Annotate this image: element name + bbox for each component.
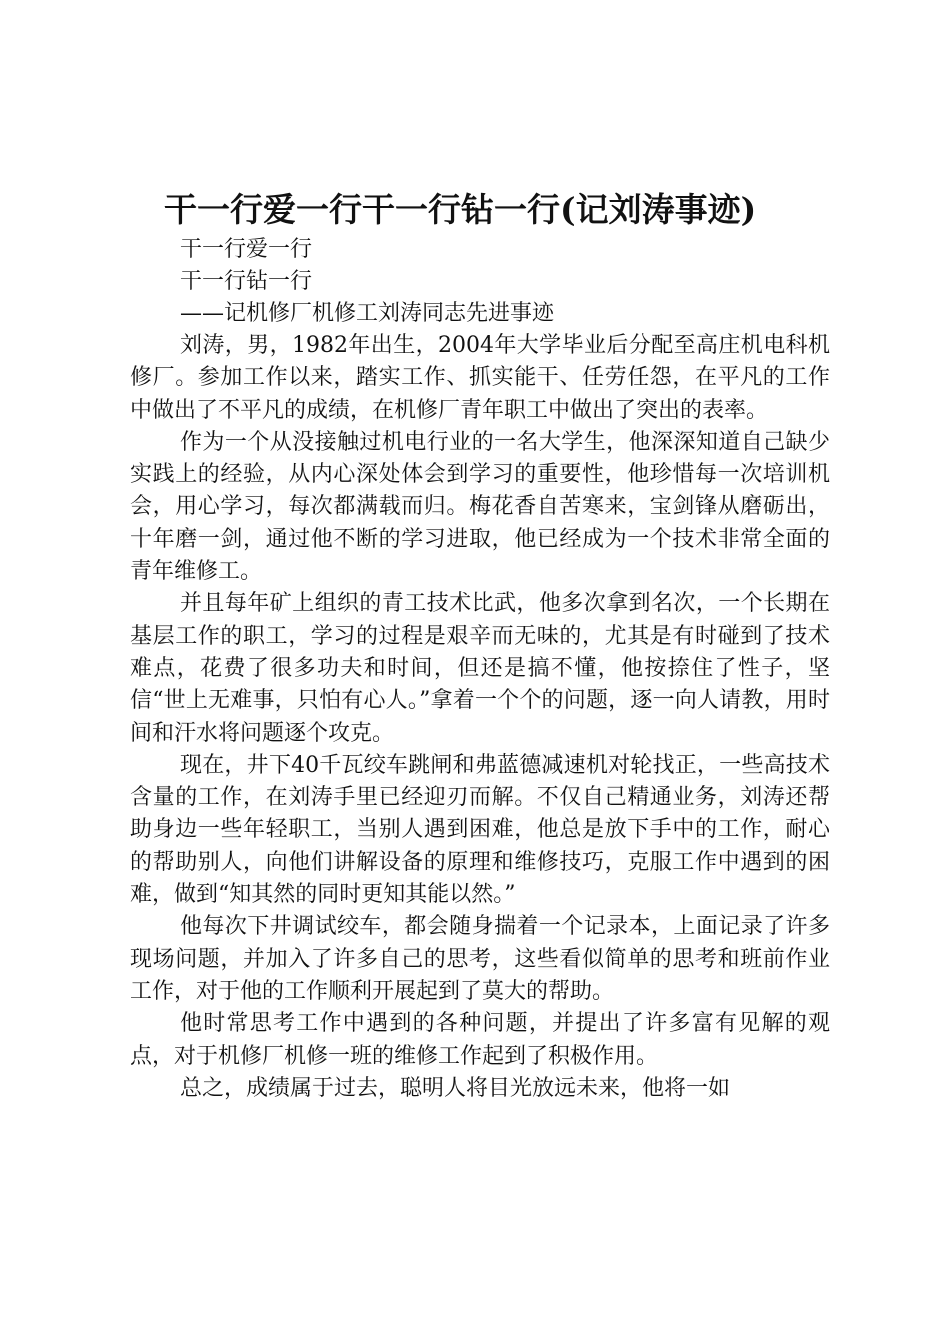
body-paragraph: 他每次下井调试绞车，都会随身揣着一个记录本，上面记录了许多现场问题，并加入了许多自己的思考，这些看似简单的思考和班前作业工作，对于他的工作顺利开展起到了莫大的帮助。 [130, 914, 830, 1004]
document-title: 干一行爱一行干一行钻一行(记刘涛事迹) [164, 190, 757, 229]
body-paragraph: 他时常思考工作中遇到的各种问题，并提出了许多富有见解的观点，对于机修厂机修一班的维修工作起到了积极作用。 [130, 1011, 830, 1069]
body-paragraph: 并且每年矿上组织的青工技术比武，他多次拿到名次，一个长期在基层工作的职工，学习的过程是艰辛而无味的，尤其是有时碰到了技术难点，花费了很多功夫和时间，但还是搞不懂，他按捺住了性子，坚信“世上无难事，只怕有心人。”拿着一个个的问题，逐一向人请教，用时间和汗水将问题逐个攻克。 [130, 591, 830, 746]
subtitle-line: ——记机修厂机修工刘涛同志先进事迹 [180, 301, 555, 326]
body-paragraph: 现在，井下40千瓦绞车跳闸和弗蓝德减速机对轮找正，一些高技术含量的工作，在刘涛手里已经迎刃而解。不仅自己精通业务，刘涛还帮助身边一些年轻职工，当别人遇到困难，他总是放下手中的工作，耐心的帮助别人，向他们讲解设备的原理和维修技巧，克服工作中遇到的困难，做到“知其然的同时更知其能以然。” [130, 752, 830, 908]
body-paragraph: 刘涛，男，1982年出生，2004年大学毕业后分配至高庄机电科机修厂。参加工作以来，踏实工作、抓实能干、任劳任怨，在平凡的工作中做出了不平凡的成绩，在机修厂青年职工中做出了突出的表率。 [130, 333, 830, 423]
subtitle-line: 干一行爱一行 [180, 237, 313, 262]
body-paragraph: 总之，成绩属于过去，聪明人将目光放远未来，他将一如 [180, 1075, 731, 1101]
document-page [130, 188, 830, 1105]
body-paragraph: 作为一个从没接触过机电行业的一名大学生，他深深知道自己缺少实践上的经验，从内心深处体会到学习的重要性，他珍惜每一次培训机会，用心学习，每次都满载而归。梅花香自苦寒来，宝剑锋从磨砺出，十年磨一剑，通过他不断的学习进取，他已经成为一个技术非常全面的青年维修工。 [130, 429, 830, 585]
subtitle-line: 干一行钻一行 [180, 269, 313, 294]
